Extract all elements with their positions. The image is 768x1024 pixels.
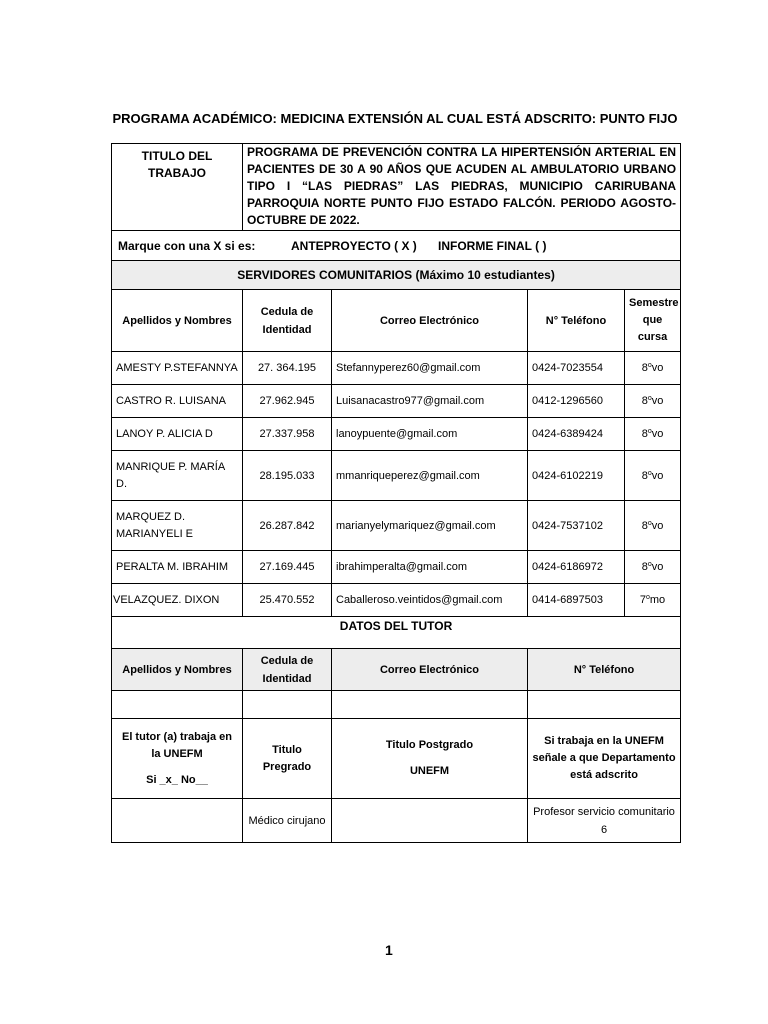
tutor-values-row [112, 799, 681, 843]
student-email: mmanriqueperez@gmail.com [332, 451, 528, 501]
tutor-section-title: DATOS DEL TUTOR [112, 617, 681, 649]
table-row [112, 451, 681, 501]
work-title-value: PROGRAMA DE PREVENCIÓN CONTRA LA HIPERTENSIÓN ARTERIAL EN PACIENTES DE 30 A 90 AÑOS QUE ACUDEN AL AMBULATORIO URBANO TIPO I “LAS PIEDRAS” LAS PIEDRAS, MUNICIPIO CARIRUBANA PARROQUIA NORTE PUNTO FIJO ESTADO FALCÓN. PERIODO AGOSTO-OCTUBRE DE 2022. [243, 144, 681, 231]
table-row [112, 584, 681, 617]
option-informe-final: INFORME FINAL ( ) [438, 238, 547, 253]
student-name: PERALTA M. IBRAHIM [112, 551, 243, 584]
registration-table [111, 143, 681, 843]
header-semester: Semestre que cursa [625, 290, 681, 352]
work-title-row [112, 144, 681, 231]
student-email: lanoypuente@gmail.com [332, 418, 528, 451]
student-semester: 8$^o$vo [625, 418, 681, 451]
tutor-works-answer: Si _x_ No__ [146, 773, 208, 786]
student-id: 27.337.958 [243, 418, 332, 451]
option-anteproyecto: ANTEPROYECTO ( X ) [291, 238, 417, 253]
program-header: PROGRAMA ACADÉMICO: MEDICINA EXTENSIÓN AL CUAL ESTÁ ADSCRITO: PUNTO FIJO [112, 111, 678, 126]
student-id: 26.287.842 [243, 501, 332, 551]
servers-section-title: SERVIDORES COMUNITARIOS (Máximo 10 estudiantes) [112, 261, 681, 290]
postgrad-cell [332, 719, 528, 799]
student-name: VELAZQUEZ. DIXON [112, 584, 243, 617]
student-email: ibrahimperalta@gmail.com [332, 551, 528, 584]
servers-header-row [112, 290, 681, 352]
tutor-email-value [332, 691, 528, 719]
tutor-name-value [112, 691, 243, 719]
postgrad-label: Titulo Postgrado [385, 739, 474, 751]
table-row [112, 385, 681, 418]
tutor-section-row [112, 617, 681, 649]
student-semester: 8$^o$vo [625, 451, 681, 501]
student-name: LANOY P. ALICIA D [112, 418, 243, 451]
mark-cell [112, 231, 681, 261]
student-id: 25.470.552 [243, 584, 332, 617]
table-row [112, 352, 681, 385]
header-name: Apellidos y Nombres [112, 290, 243, 352]
student-semester: 8$^o$vo [625, 385, 681, 418]
student-id: 27.169.445 [243, 551, 332, 584]
student-name: AMESTY P.STEFANNYA [112, 352, 243, 385]
work-title-label: TITULO DEL TRABAJO [112, 144, 243, 231]
tutor-header-phone: N° Teléfono [528, 649, 681, 691]
student-phone: 0424-6389424 [528, 418, 625, 451]
tutor-header-id: Cedula de Identidad [243, 649, 332, 691]
student-semester: 8$^o$vo [625, 551, 681, 584]
table-row [112, 501, 681, 551]
student-name: MARQUEZ D. MARIANYELI E [112, 501, 243, 551]
table-row [112, 551, 681, 584]
tutor-works-value [112, 799, 243, 843]
student-email: Stefannyperez60@gmail.com [332, 352, 528, 385]
mark-row [112, 231, 681, 261]
student-id: 27.962.945 [243, 385, 332, 418]
table-row [112, 418, 681, 451]
tutor-header-row [112, 649, 681, 691]
tutor-header-email: Correo Electrónico [332, 649, 528, 691]
student-name: MANRIQUE P. MARÍA D. [112, 451, 243, 501]
student-phone: 0414-6897503 [528, 584, 625, 617]
servers-section-row [112, 261, 681, 290]
header-phone: N° Teléfono [528, 290, 625, 352]
tutor-data-row [112, 691, 681, 719]
tutor-info-row [112, 719, 681, 799]
student-phone: 0424-6186972 [528, 551, 625, 584]
student-semester: 8$^o$vo [625, 352, 681, 385]
header-email: Correo Electrónico [332, 290, 528, 352]
student-phone: 0412-1296560 [528, 385, 625, 418]
student-id: 28.195.033 [243, 451, 332, 501]
student-name: CASTRO R. LUISANA [112, 385, 243, 418]
undergrad-value: Médico cirujano [243, 799, 332, 843]
department-label: Si trabaja en la UNEFM señale a que Departamento está adscrito [528, 719, 681, 799]
postgrad-unefm: UNEFM [409, 765, 450, 777]
tutor-phone-value [528, 691, 681, 719]
header-id: Cedula de Identidad [243, 290, 332, 352]
postgrad-value [332, 799, 528, 843]
tutor-works-label: El tutor (a) trabaja en la UNEFM [121, 730, 233, 760]
student-email: Luisanacastro977@gmail.com [332, 385, 528, 418]
student-phone: 0424-7023554 [528, 352, 625, 385]
mark-label: Marque con una X si es: [118, 238, 256, 253]
tutor-works-cell [112, 719, 243, 799]
student-email: Caballeroso.veintidos@gmail.com [332, 584, 528, 617]
undergrad-label: Titulo Pregrado [243, 719, 332, 799]
tutor-header-name: Apellidos y Nombres [112, 649, 243, 691]
student-id: 27. 364.195 [243, 352, 332, 385]
student-email: marianyelymariquez@gmail.com [332, 501, 528, 551]
department-value: Profesor servicio comunitario 6 [528, 799, 681, 843]
student-phone: 0424-6102219 [528, 451, 625, 501]
page-number: 1 [385, 942, 393, 958]
student-phone: 0424-7537102 [528, 501, 625, 551]
student-semester: 8$^o$vo [625, 501, 681, 551]
student-semester: 7$^o$mo [625, 584, 681, 617]
tutor-id-value [243, 691, 332, 719]
